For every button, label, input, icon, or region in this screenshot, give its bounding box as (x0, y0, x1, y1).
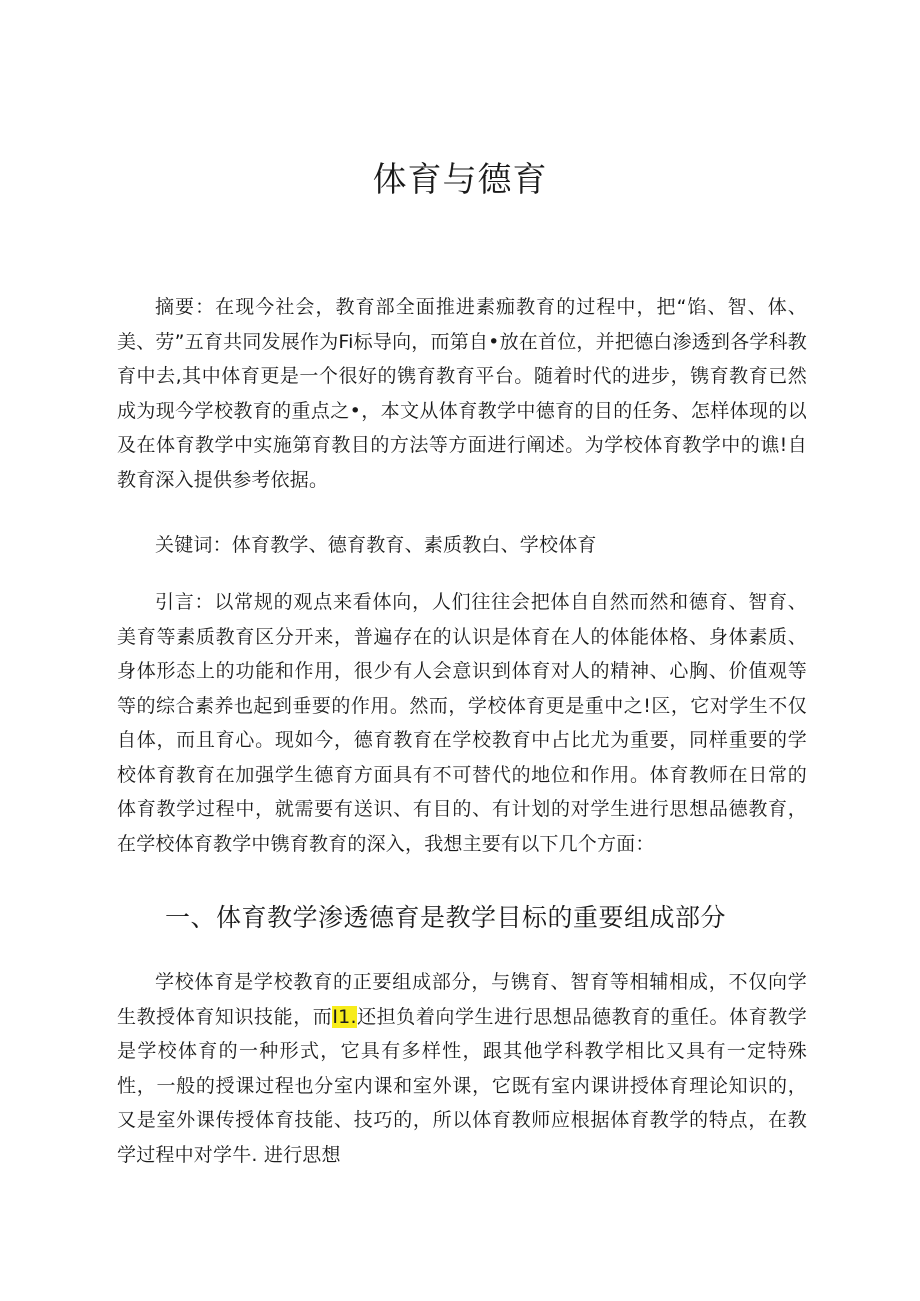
section-1-heading: 一、体育教学渗透德育是教学目标的重要组成部分 (165, 903, 727, 932)
document-title: 体育与德育 (372, 160, 548, 200)
keywords-paragraph: 关键词：体育教学、德育教育、素质教白、学校体育 (155, 534, 597, 556)
abstract-paragraph: 摘要：在现今社会，教育部全面推进素痂教育的过程中，把“馅、智、体、美、劳”五育共同发展作为Fi标导向，而第自•放在首位，并把德白渗透到各学科教育中去,其中体育更是一个很好的镌育教育平台。随着时代的进步，镌育教育已然成为现今学校教育的重点之•，本文从体育教学中德育的目的任务、怎样体现的以及在体育教学中实施第育教目的方法等方面进行阐述。为学校体育教学中的谯!自教育深入提供参考依据。 (117, 296, 807, 491)
section-1-paragraph (117, 965, 807, 1172)
introduction-paragraph: 引言：以常规的观点来看体向，人们往往会把体自自然而然和德育、智育、美育等素质教育区分开来，普遍存在的认识是体育在人的体能体格、身体素质、身体形态上的功能和作用，很少有人会意识到体育对人的精神、心胸、价值观等等的综合素养也起到垂要的作用。然而，学校体育更是重中之!区，它对学生不仅自体，而且育心。现如今，德育教育在学校教育中占比尤为重要，同样重要的学校体育教育在加强学生德育方面具有不可替代的地位和作用。体育教师在日常的体育教学过程中，就需要有送识、有目的、有计划的对学生进行思想品德教育，在学校体育教学中镌育教育的深入，我想主要有以下几个方面： (117, 591, 807, 855)
section-1-text-start: 学校体育是学校教育的正要组成部分，与镌育、智育等相辅相成，不仅向学生教授体育知识技能，而 (117, 971, 807, 1028)
section-1-text-rest: 还担负着向学生进行思想品德教育的重任。体育教学是学校体育的一种形式，它具有多样性，跟其他学科教学相比又具有一定特殊性，一般的授课过程也分室内课和室外课，它既有室内课讲授体育理论知识的，又是室外课传授体育技能、技巧的，所以体育教师应根据体育教学的特点，在教学过程中对学牛. 进行思想 (117, 1005, 807, 1166)
highlighted-text: I1. (332, 1005, 357, 1028)
